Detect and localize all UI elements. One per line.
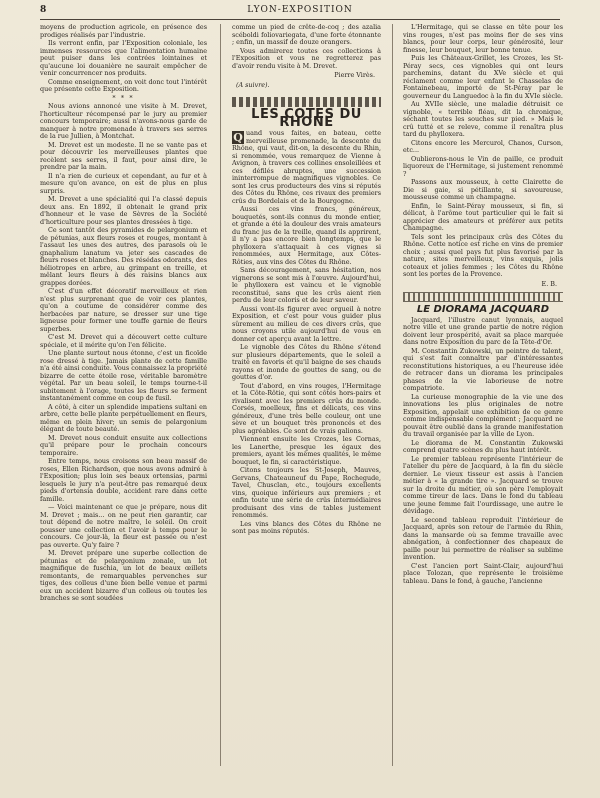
paragraph: Le second tableau reproduit l'intérieur de Jacquard, après son retour de l'armée du Rhin, dans la mansarde où sa femme travaille avec abnégation, à confectionner des chapeaux de paille pour lui permettre de réaliser sa sublime invention. — [403, 515, 563, 561]
paragraph: Comme enseignement, on voit donc tout l'intérêt que présente cette Exposition. — [40, 77, 207, 93]
column-2 — [232, 24, 381, 537]
paragraph: M. Drevet a une spécialité qui l'a classé depuis deux ans. En 1892, il obtenait le grand prix d'honneur et le vase de Sèvres de la Société d'horticulture pour ses plantes dressées à tige. — [40, 195, 207, 226]
paragraph: Aussi ces vins francs, généreux, bouquetés, sont-ils connus du monde entier, et grande a été la douleur des vrais amateurs du franc jus de la treille, quand ils apprirent, il n'y a pas encore bien longtemps, que le phylloxera s'attaquait à ces vignes si renommées, aux Hermitage, aux Côtes-Rôties, aux vins des Côtes du Rhône. — [232, 205, 381, 266]
paragraph: M. Constantin Zukowski, un peintre de talent, qui s'est fait connaître par d'intéressantes reconstitutions historiques, a eu l'heureuse idée de retracer dans un diorama les principales phases de la vie laborieuse de notre compatriote. — [403, 346, 563, 392]
paragraph: Le vignoble des Côtes du Rhône s'étend sur plusieurs départements, que le soleil a traité en favoris et qu'il baigne de ses chauds rayons et inonde de gouttes de sang, ou de gouttes d'or. — [232, 343, 381, 381]
column-1 — [40, 24, 207, 604]
to-be-continued: (A suivre). — [236, 80, 270, 89]
paragraph: Oublierons-nous le Vin de paille, ce produit liquoreux de l'Hermitage, si justement renommé ? — [403, 154, 563, 178]
paragraph: Passons aux mousseux, à cette Clairette de Die si gaie, si pétillante, si savoureuse, mousseuse comme un champagne. — [403, 178, 563, 201]
article-signature: Pierre Virès. — [334, 71, 375, 79]
paragraph: Enfin, le Saint-Péray mousseux, si fin, si délicat, à l'arôme tout particulier qui le fait si apprécier des amateurs et préférer aux petits Champagne. — [403, 201, 563, 232]
paragraph: Viennent ensuite les Crozes, les Cornas, les Lanerthe, presque les égaux des premiers, ayant les mêmes qualités, le même bouquet, le fin, si caractéristique. — [232, 435, 381, 466]
paragraph: Ce sont tantôt des pyramides de pelargonium et de pétunias, aux fleurs roses et rouges, montant à l'assaut les unes des autres, des parasols où le gnaphalium lanatum va jeter ses cascades de fleurs roses et blanches. Des résédas odorants, des héliotropes en arbre, au grimpant en treille, et mêlant leurs fleurs à des raisins blancs aux grappes dorées. — [40, 226, 207, 287]
paragraph: Les vins blancs des Côtes du Rhône ne sont pas moins réputés. — [232, 519, 381, 535]
page-number: 8 — [40, 5, 48, 15]
decorative-ornament — [232, 97, 381, 107]
paragraph: Citons toujours les St-Joseph, Mauves, Gervans, Chateauneuf du Pape, Rochegude, Tavel, Chusclan, etc., toujours excellents vins, quoique inférieurs aux premiers ; et enfin toute une série de crûs intermédiaires produisant des vins de tables justement renommés. — [232, 466, 381, 519]
header-rule — [40, 19, 560, 20]
paragraph: A côté, à citer un splendide impatiens sultani en arbre, cette belle plante perpétuellement en fleurs, même en plein hiver; un semis de pelargonium élégant de toute beauté. — [40, 402, 207, 433]
paragraph: L'Hermitage, qui se classe en tête pour les vins rouges, n'est pas moins fier de ses vins blancs, pour leur corps, leur générosité, leur finesse, leur bouquet, leur bonne tenue. — [403, 23, 563, 54]
paragraph: Une plante surtout nous étonne, c'est un ficoïde rose dressé à tige. Jamais plante de cette famille n'a été ainsi conduite. Vous connaissez la propriété bizarre de cette étoile rose, véritable baromètre végétal. Par un beau soleil, le temps tourne-t-il subitement à l'orage, toutes les fleurs se ferment instantanément comme en coup de fusil. — [40, 349, 207, 402]
paragraph: Il n'a rien de curieux et cependant, au fur et à mesure qu'on avance, on est de plus en plus surpris. — [40, 171, 207, 195]
article-heading: LE DIORAMA JACQUARD — [416, 304, 550, 315]
article-heading: LES COTES DU RHONE — [251, 107, 362, 130]
paragraph: Citons encore les Mercurol, Chanos, Curson, etc... — [403, 138, 563, 154]
decorative-ornament — [403, 292, 563, 302]
page-header — [40, 5, 560, 19]
paragraph: C'est l'ancien port Saint-Clair, aujourd'hui place Tolozan, que représente le troisième tableau. Dans le fond, à gauche, l'ancienne — [403, 561, 563, 585]
paragraph: Au XVIIe siècle, une maladie détruisit ce vignoble, « terrible fléau, dit la chronique, séchant toutes les souches sur pied. » Mais le crû tutté et se releve, comme il renaîtra plus tard du phylloxera. — [403, 100, 563, 138]
paragraph: — Voici maintenant ce que je prépare, nous dit M. Drevet ; mais... on ne peut rien garantir, car tout dépend de notre maître, le soleil. On croit pousser une collection et l'avoir à temps pour le concours. Ce jour-là, la fleur est passée ou n'est pas ouverte. Qu'y faire ? — [40, 503, 207, 549]
paragraph: C'est d'un effet décoratif merveilleux et rien n'est plus surprenant que de voir ces plantes, qu'on a coutume de considérer comme des herbacées par nature, se dresser sur une tige ligneuse pour former une touffe garnie de fleurs superbes. — [40, 287, 207, 333]
paragraph: Ils verront enfin, par l'Exposition coloniale, les immenses ressources que l'alimentation humaine peut puiser dans les contrées lointaines et qu'aucune loi douanière ne saurait empêcher de venir concurrencer nos produits. — [40, 39, 207, 77]
paragraph: M. Drevet nous conduit ensuite aux collections qu'il prépare pour le prochain concours temporaire. — [40, 433, 207, 457]
paragraph: Aussi vont-ils figurer avec orgueil à notre Exposition, et c'est pour vous guider plus sûrement au milieu de ces divers crûs, que nous croyons utile aujourd'hui de vous en donner cet aperçu avant la lettre. — [232, 304, 381, 343]
column-3 — [403, 24, 563, 586]
paragraph: La curieuse monographie de la vie une des innovations les plus originales de notre Exposition, appelait une exhibition de ce genre comme indispensable complément ; Jacquard ne pouvait être oublié dans la grande manifestation du travail organisée par la ville de Lyon. — [403, 392, 563, 438]
paragraph: Entre temps, nous croisons son beau massif de roses, Ellen Richardson, que nous avons admiré à l'Exposition; plus loin ses beaux ortensias, parmi lesquels le jury n'a peut-être pas remarqué deux pieds d'ortensia double, accident rare dans cette famille. — [40, 457, 207, 503]
column-divider — [220, 24, 221, 766]
paragraph: Puis les Châteaux-Grillet, les Crozes, les St-Péray secs, ces vignobles qui ont leurs parchemins, datant du XVe siècle et qui réclament comme leur enfant le Chasselas de Fontainebeau, importé de St-Péray par le gouverneur du Languedoc à la fin du XVIe siècle. — [403, 54, 563, 100]
paragraph: Nous avions annoncé une visite à M. Drevet, l'horticulteur récompensé par le jury au premier concours temporaire; aussi n'avons-nous garde de manquer à notre promenade à travers ses serres de la rue Jullien, à Montchat. — [40, 102, 207, 140]
paragraph: Tout d'abord, en vins rouges, l'Hermitage et la Côte-Rôtie, qui sont côtés hors-pairs et rivalisent avec les premiers crûs du monde. Corsés, moelleux, fins et délicats, ces vins généreux, d'une très belle couleur, ont une sève et un bouquet très prononcés et des plus agréables. Ce sont de vrais galions. — [232, 381, 381, 435]
paragraph: M. Drevet est un modeste. Il ne se vante pas et pour découvrir les merveilleuses plantes que recèlent ses serres, il faut, pour ainsi dire, le prendre par la main. — [40, 140, 207, 171]
column-divider — [392, 24, 393, 766]
paragraph: moyens de production agricole, en présence des prodiges réalisés par l'industrie. — [40, 23, 207, 39]
section-break-stars: * * * — [112, 93, 135, 102]
paragraph: Jacquard, l'illustre canut lyonnais, auquel notre ville et une grande partie de notre région doivent leur prospérité, avait sa place marquée dans notre Exposition du parc de la Tête-d'Or. — [403, 315, 563, 346]
paragraph: Le diorama de M. Constantin Zukowski comprend quatre scènes du plus haut intérêt. — [403, 438, 563, 454]
paragraph: C'est M. Drevet qui a découvert cette culture spéciale, et il mérite qu'on l'en félicite. — [40, 333, 207, 349]
paragraph: comme un pied de crête-de-coq ; des azalia scéboldi foliovariegata, d'une forte étonnante ; enfin, un massif de douze orangers. — [232, 23, 381, 46]
paragraph: Vous admirerez toutes ces collections à l'Exposition et vous ne regretterez pas d'avoir rendu visite à M. Drevet. — [232, 46, 381, 70]
paragraph: M. Drevet prépare une superbe collection de pétunias et de pelargonium zonale, un lot magnifique de fuschia, un lot de beaux œillets remontants, de remarquables pervenches sur tiges, des colleus d'une bien belle venue et parmi eux un accident bizarre d'un colleus où toutes les branches se sont soudées — [40, 549, 207, 602]
drop-cap: Q — [233, 131, 243, 144]
article-signature: E. B. — [541, 279, 557, 288]
paragraph: Le premier tableau représente l'intérieur de l'atelier du père de Jacquard, à la fin du siècle dernier. Le vieux tisseur est assis à l'ancien métier à « la grande tire ». Jacquard se trouve sur la droite du métier, où son père l'employait comme tireur de lacs. Dans le fond du tableau une jeune femme fait l'ourdissage, une autre le dévidage. — [403, 454, 563, 515]
paragraph: Sans découragement, sans hésitation, nos vignerons se sont mis à l'œuvre. Aujourd'hui, le phylloxera est vaincu et le vignoble reconstitué, sans que les crûs aient rien perdu de leur coloris et de leur saveur. — [232, 266, 381, 304]
publication-title: LYON-EXPOSITION — [247, 5, 353, 15]
paragraph: Tels sont les principaux crûs des Côtes du Rhône. Cette notice est riche en vins de premier choix ; aussi quel pays fut plus favorisé par la nature, sites merveilleux, vins exquis, jolis coteaux et jolies femmes ; les Côtes du Rhône sont les portes de la Provence. — [403, 232, 563, 278]
paragraph: Q uand vous faites, en bateau, cette merveilleuse promenade, la descente du Rhône, qui vaut, dit-on, la descente du Rhin, si renommée, vous remarquez de Vienne à Avignon, à travers ces collines ensoleillées et ces défilés abruptes, une succession ininterrompue de magnifiques vignobles. Ce sont les crus producteurs des vins si réputés des Côtes du Rhône, ces rivaux des premiers crûs du Bordelais et de la Bourgogne. — [232, 129, 381, 205]
